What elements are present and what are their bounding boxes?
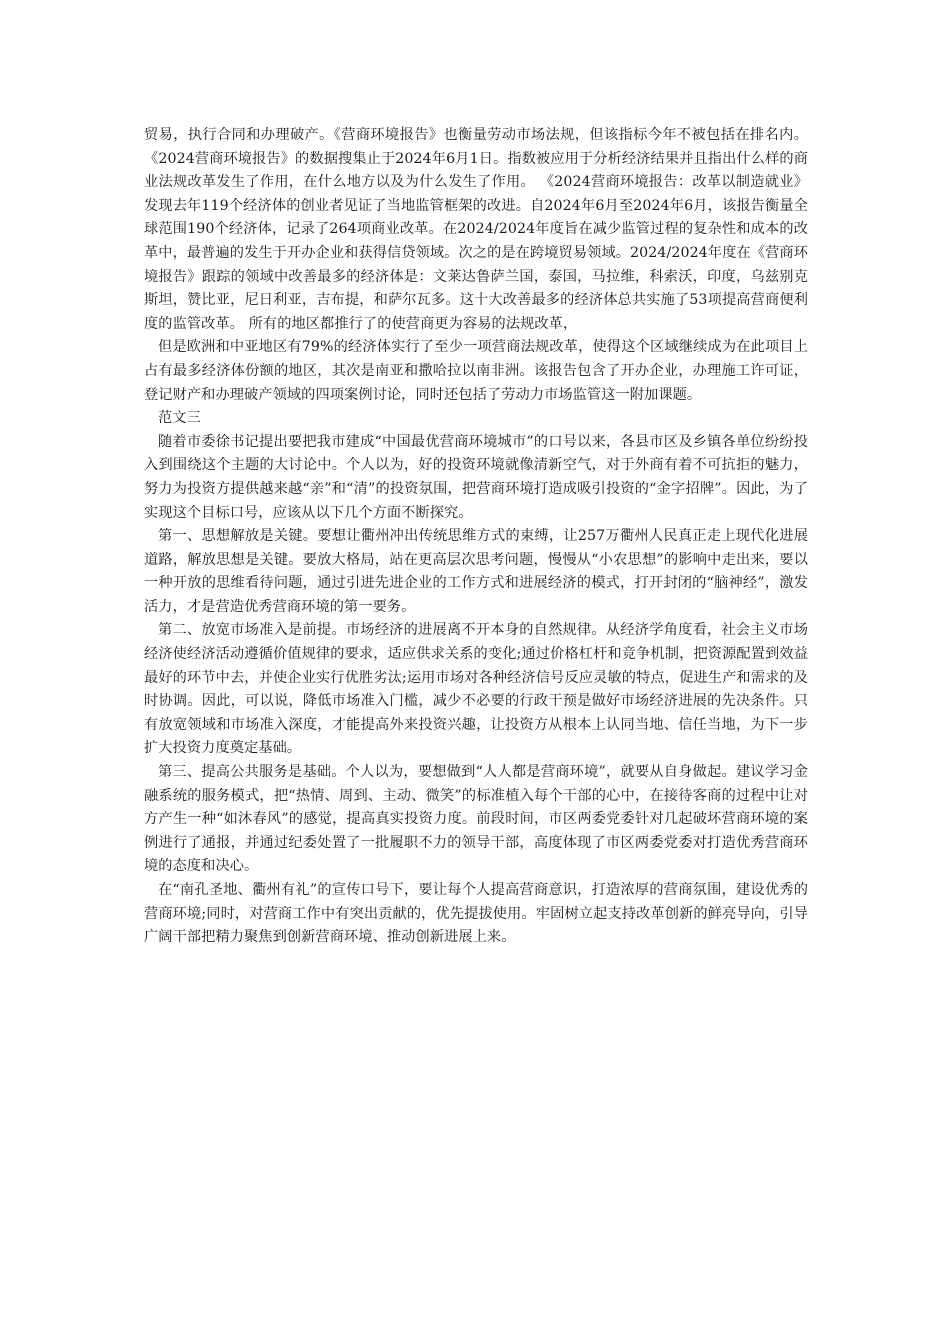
document-body — [144, 124, 808, 950]
paragraph-report-summary: 贸易，执行合同和办理破产。《营商环境报告》也衡量劳动市场法规，但该指标今年不被包括在排名内。《2024营商环境报告》的数据搜集止于2024年6月1日。指数被应用于分析经济结果并且指出什么样的商业法规改革发生了作用，在什么地方以及为什么发生了作用。 《2024营商环境报告：改革以制造就业》发现去年119个经济体的创业者见证了当地监管框架的改进。自2024年6月至2024年6月，该报告衡量全球范围190个经济体，记录了264项商业改革。在2024/2024年度旨在减少监管过程的复杂性和成本的改革中，最普遍的发生于开办企业和获得信贷领域。次之的是在跨境贸易领域。2024/2024年度在《营商环境报告》跟踪的领域中改善最多的经济体是：文莱达鲁萨兰国，泰国，马拉维，科索沃，印度，乌兹别克斯坦，赞比亚，尼日利亚，吉布提，和萨尔瓦多。这十大改善最多的经济体总共实施了53项提高营商便利度的监管改革。 所有的地区都推行了的使营商更为容易的法规改革， — [144, 127, 808, 332]
paragraph-conclusion: 在“南孔圣地、衢州有礼”的宣传口号下，要让每个人提高营商意识，打造浓厚的营商氛围，建设优秀的营商环境;同时，对营商工作中有突出贡献的，优先提拔使用。牢固树立起支持改革创新的鲜亮导向，引导广阔干部把精力聚焦到创新营商环境、推动创新进展上来。 — [144, 882, 808, 946]
paragraph-point-three: 第三、提高公共服务是基础。个人以为，要想做到“人人都是营商环境”，就要从自身做起。建议学习金融系统的服务模式，把“热情、周到、主动、微笑”的标准植入每个干部的心中，在接待客商的过程中让对方产生一种“如沐春风”的感觉，提高真实投资力度。前段时间，市区两委党委针对几起破坏营商环境的案例进行了通报，并通过纪委处置了一批履职不力的领导干部，高度体现了市区两委党委对打造优秀营商环境的态度和决心。 — [144, 764, 808, 875]
paragraph-point-one: 第一、思想解放是关键。要想让衢州冲出传统思维方式的束缚，让257万衢州人民真正走上现代化进展道路，解放思想是关键。要放大格局，站在更高层次思考问题，慢慢从“小农思想”的影响中走出来，要以一种开放的思维看待问题，通过引进先进企业的工作方式和进展经济的模式，打开封闭的“脑神经”，激发活力，才是营造优秀营商环境的第一要务。 — [144, 528, 808, 615]
paragraph-point-two: 第二、放宽市场准入是前提。市场经济的进展离不开本身的自然规律。从经济学角度看，社会主义市场经济使经济活动遵循价值规律的要求，适应供求关系的变化;通过价格杠杆和竞争机制，把资源配置到效益最好的环节中去，并使企业实行优胜劣汰;运用市场对各种经济信号反应灵敏的特点，促进生产和需求的及时协调。因此，可以说，降低市场准入门槛，减少不必要的行政干预是做好市场经济进展的先决条件。只有放宽领域和市场准入深度，才能提高外来投资兴趣，让投资方从根本上认同当地、信任当地，为下一步扩大投资力度奠定基础。 — [144, 622, 808, 757]
paragraph-intro: 随着市委徐书记提出要把我市建成“中国最优营商环境城市”的口号以来，各县市区及乡镇各单位纷纷投入到围绕这个主题的大讨论中。个人以为，好的投资环境就像清新空气，对于外商有着不可抗拒的魅力，努力为投资方提供越来越“亲”和“清”的投资氛围，把营商环境打造成吸引投资的“金字招牌”。因此，为了实现这个目标口号，应该从以下几个方面不断探究。 — [144, 433, 808, 521]
paragraph-regional-reforms: 但是欧洲和中亚地区有79%的经济体实行了至少一项营商法规改革，使得这个区域继续成为在此项目上占有最多经济体份额的地区，其次是南亚和撒哈拉以南非洲。该报告包含了开办企业，办理施工许可证，登记财产和办理破产领域的四项案例讨论，同时还包括了劳动力市场监管这一附加课题。 — [144, 339, 808, 403]
section-title: 范文三 — [158, 410, 201, 427]
